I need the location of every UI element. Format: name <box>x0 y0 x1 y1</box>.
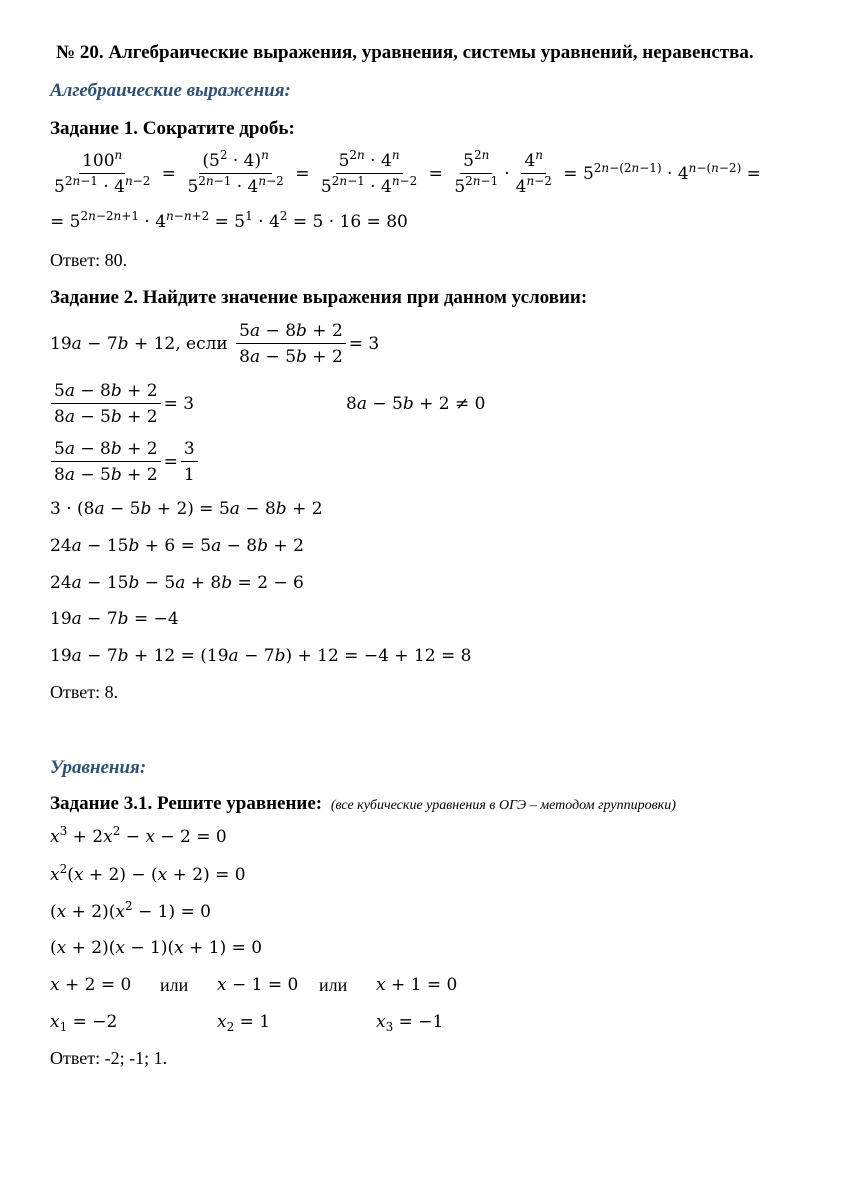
task1-fraction-step2: $\frac{5^{2n} \cdot 4^n}{5^{2n-1} \cdot 4^{n-2}}$ <box>320 148 418 197</box>
task3-or-word-1: или <box>160 975 189 995</box>
task3-step4: (x + 2)(x − 1)(x + 1) = 0 <box>50 938 263 958</box>
task3-root1: $x_1 = -2$ <box>50 1012 118 1034</box>
task3-factor-eq3: x + 1 = 0 <box>376 975 458 995</box>
task2-step1: $\frac{5a - 8b + 2}{8a - 5b + 2}$ = 3 <box>48 380 194 428</box>
task1-equation-line1: $\frac{100^n}{5^{2n-1} \cdot 4^{n-2}}$ = $\frac{(5^2 \cdot 4)^n}{5^{2n-1} \cdot 4^{n-2}}$ = $\frac{5^{2n} \cdot 4^n}{5^{2n-1} \cdot 4^{n-2}}$ = $\frac{5^{2n}}{5^{2n-1}}$ · $\frac{4^n}{4^{n-2}}$ = $5^{2n-(2n-1)} \cdot 4^{n-(n-2)}$ = <box>48 150 761 198</box>
task3-answer: Ответ: -2; -1; 1. <box>50 1048 168 1068</box>
task3-step2: $x^2(x + 2) - (x + 2) = 0$ <box>50 862 246 885</box>
task2-condition-fraction: $\frac{5a - 8b + 2}{8a - 5b + 2}$ <box>236 321 346 367</box>
task2-step4: 24a − 15b + 6 = 5a − 8b + 2 <box>50 536 304 556</box>
task1-fraction-step3a: $\frac{5^{2n}}{5^{2n-1}}$ <box>454 148 499 197</box>
task1-fraction-step1: $\frac{(5^2 \cdot 4)^n}{5^{2n-1} \cdot 4^{n-2}}$ <box>187 148 284 197</box>
task1-fraction-original: $\frac{100^n}{5^{2n-1} \cdot 4^{n-2}}$ <box>54 148 151 197</box>
page-title: № 20. Алгебраические выражения, уравнения, системы уравнений, неравенства. <box>56 42 754 63</box>
task2-step6: 19a − 7b = −4 <box>50 609 179 629</box>
task2-step2: $\frac{5a - 8b + 2}{8a - 5b + 2}$ = $\frac{3}{1}$ <box>48 438 201 486</box>
section-heading-equations: Уравнения: <box>50 757 147 778</box>
task1-answer: Ответ: 80. <box>50 250 128 270</box>
task3-factor-eq2: x − 1 = 0 <box>217 975 299 995</box>
task2-domain-restriction: 8a − 5b + 2 ≠ 0 <box>346 394 486 414</box>
task3-step3: $(x + 2)(x^2 - 1) = 0$ <box>50 899 211 922</box>
task1-equation-line2: = $5^{2n-2n+1} \cdot 4^{n-n+2} = 5^1 \cdot 4^2 = 5 \cdot 16 = 80$ <box>50 209 408 232</box>
task3-heading <box>50 793 676 815</box>
task2-heading: Задание 2. Найдите значение выражения при данном условии: <box>50 287 588 308</box>
task2-condition-word: если <box>186 334 228 354</box>
task2-condition: 19a − 7b + 12, если $\frac{5a - 8b + 2}{8a - 5b + 2}$ = 3 <box>50 321 380 367</box>
task2-step7: 19a − 7b + 12 = (19a − 7b) + 12 = −4 + 12 = 8 <box>50 646 472 666</box>
task3-root3: $x_3 = -1$ <box>376 1012 444 1034</box>
section-heading-algebraic: Алгебраические выражения: <box>50 80 291 101</box>
task3-factor-eq1: x + 2 = 0 <box>50 975 132 995</box>
task3-root2: $x_2 = 1$ <box>217 1012 271 1034</box>
task2-answer: Ответ: 8. <box>50 682 119 702</box>
task1-fraction-step3b: $\frac{4^n}{4^{n-2}}$ <box>515 148 552 197</box>
task3-heading-text: Задание 3.1. Решите уравнение: <box>50 793 323 814</box>
task2-step3: 3 · (8a − 5b + 2) = 5a − 8b + 2 <box>50 499 323 519</box>
task3-note: (все кубические уравнения в ОГЭ – методом группировки) <box>330 798 676 813</box>
task3-step1: $x^3 + 2x^2 - x - 2 = 0$ <box>50 824 227 847</box>
task3-or-word-2: или <box>319 975 348 995</box>
task1-heading: Задание 1. Сократите дробь: <box>50 118 295 139</box>
task2-step5: 24a − 15b − 5a + 8b = 2 − 6 <box>50 573 304 593</box>
